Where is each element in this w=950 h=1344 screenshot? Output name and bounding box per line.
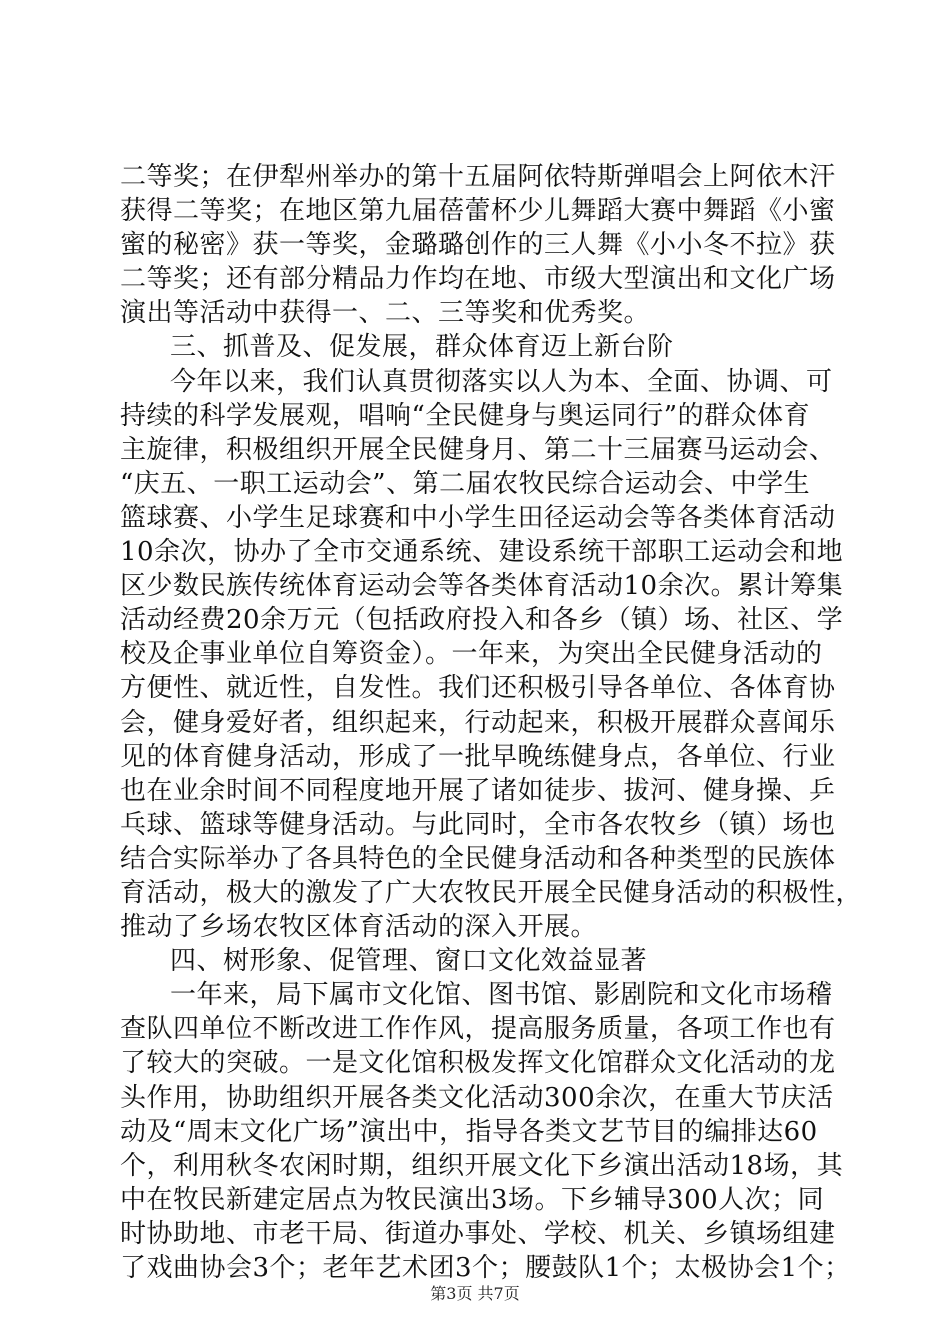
text-line: 二等奖；还有部分精品力作均在地、市级大型演出和文化广场	[120, 264, 836, 295]
text-line: 持续的科学发展观，唱响“全民健身与奥运同行”的群众体育	[120, 400, 811, 431]
text-line: 获得二等奖；在地区第九届蓓蕾杯少儿舞蹈大赛中舞蹈《小蜜	[120, 196, 836, 227]
text-line: 乓球、篮球等健身活动。与此同时，全市各农牧乡（镇）场也	[120, 809, 836, 840]
text-line: 了戏曲协会3个；老年艺术团3个；腰鼓队1个；太极协会1个；	[120, 1253, 851, 1283]
text-line: 也在业余时间不同程度地开展了诸如徒步、拔河、健身操、乒	[120, 775, 836, 806]
section-heading: 四、树形象、促管理、窗口文化效益显著	[170, 946, 648, 977]
text-line: 区少数民族传统体育运动会等各类体育活动10余次。累计筹集	[120, 571, 844, 602]
text-line: 会，健身爱好者，组织起来，行动起来，积极开展群众喜闻乐	[120, 707, 836, 738]
text-line: 中在牧民新建定居点为牧民演出3场。下乡辅导300人次；同	[120, 1184, 825, 1215]
text-line: 结合实际举办了各具特色的全民健身活动和各种类型的民族体	[120, 843, 836, 874]
body-text	[120, 160, 863, 1285]
page-number: 第3页 共7页	[430, 1284, 520, 1303]
section-heading: 三、抓普及、促发展，群众体育迈上新台阶	[170, 332, 674, 363]
text-line: 查队四单位不断改进工作作风，提高服务质量，各项工作也有	[120, 1014, 836, 1045]
page-footer	[0, 1284, 950, 1304]
text-line: 头作用，协助组织开展各类文化活动300余次，在重大节庆活	[120, 1082, 834, 1113]
text-line: 推动了乡场农牧区体育活动的深入开展。	[120, 912, 598, 943]
text-line: 二等奖；在伊犁州举办的第十五届阿依特斯弹唱会上阿依木汗	[120, 162, 836, 192]
text-line: 活动经费20余万元（包括政府投入和各乡（镇）场、社区、学	[120, 605, 844, 636]
text-line: 校及企事业单位自筹资金）。一年来，为突出全民健身活动的	[120, 639, 823, 670]
text-line: 篮球赛、小学生足球赛和中小学生田径运动会等各类体育活动	[120, 502, 836, 533]
text-line: 动及“周末文化广场”演出中，指导各类文艺节目的编排达60	[120, 1116, 818, 1147]
paragraph-first-line: 一年来，局下属市文化馆、图书馆、影剧院和文化市场稽	[170, 980, 833, 1011]
text-line: 时协助地、市老干局、街道办事处、学校、机关、乡镇场组建	[120, 1218, 836, 1249]
paragraph-first-line: 今年以来，我们认真贯彻落实以人为本、全面、协调、可	[170, 366, 833, 397]
text-line: 演出等活动中获得一、二、三等奖和优秀奖。	[120, 298, 651, 329]
text-line: 育活动，极大的激发了广大农牧民开展全民健身活动的积极性，	[120, 877, 863, 908]
text-line: 主旋律，积极组织开展全民健身月、第二十三届赛马运动会、	[120, 434, 836, 465]
text-line: “庆五、一职工运动会”、第二届农牧民综合运动会、中学生	[120, 468, 811, 499]
text-line: 了较大的突破。一是文化馆积极发挥文化馆群众文化活动的龙	[120, 1048, 836, 1079]
text-line: 见的体育健身活动，形成了一批早晚练健身点，各单位、行业	[120, 741, 836, 772]
text-line: 10余次，协办了全市交通系统、建设系统干部职工运动会和地	[120, 537, 844, 568]
text-line: 方便性、就近性，自发性。我们还积极引导各单位、各体育协	[120, 673, 836, 704]
text-line: 个，利用秋冬农闲时期，组织开展文化下乡演出活动18场，其	[120, 1150, 844, 1181]
text-line: 蜜的秘密》获一等奖，金璐璐创作的三人舞《小小冬不拉》获	[120, 230, 836, 261]
